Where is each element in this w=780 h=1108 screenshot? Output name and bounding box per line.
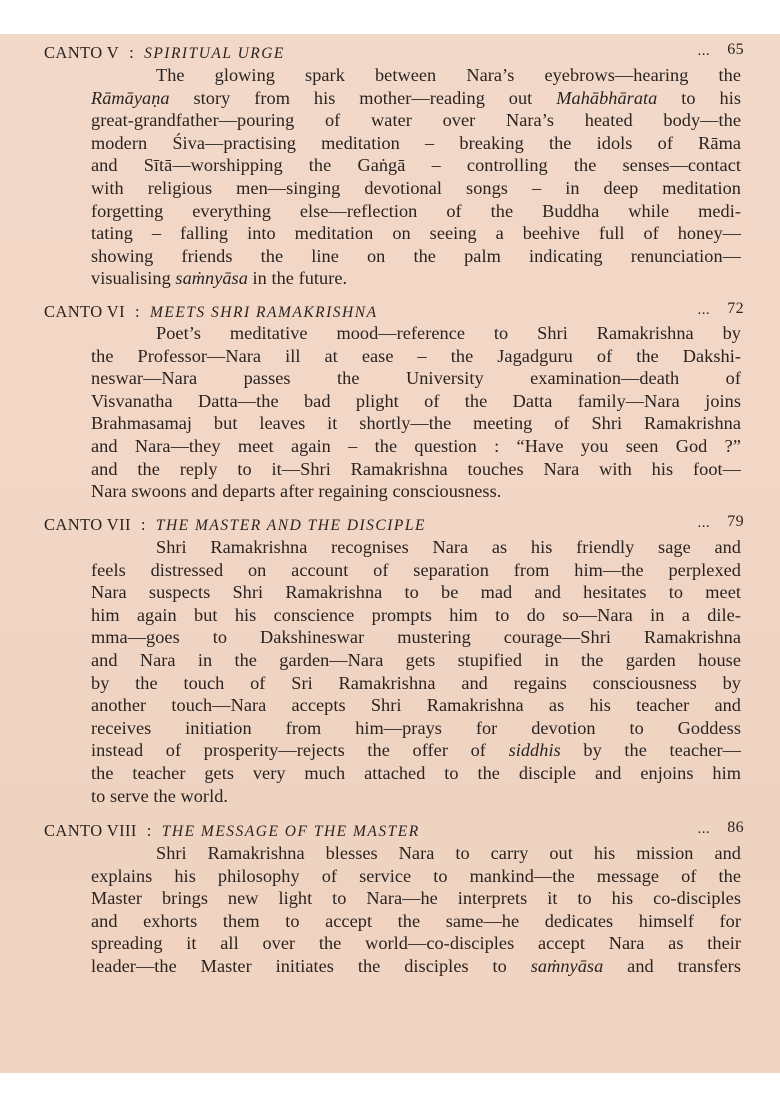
summary-line: to serve the world. bbox=[91, 785, 229, 806]
summary-line: another touch—Nara accepts Shri Ramakrishna as his teacher and bbox=[91, 695, 741, 716]
canto-title: MEETS SHRI RAMAKRISHNA bbox=[149, 304, 378, 321]
separator: : bbox=[134, 302, 140, 321]
canto-summary bbox=[91, 842, 741, 978]
summary-line: feels distressed on account of separation from him—the perplexed bbox=[91, 559, 741, 580]
dot-leader: ... bbox=[697, 515, 710, 531]
summary-line: The glowing spark between Nara’s eyebrows—hearing the bbox=[156, 65, 741, 85]
italic-term: saṁnyāsa bbox=[175, 268, 248, 289]
canto-summary bbox=[91, 322, 741, 503]
italic-term: Mahābhārata bbox=[556, 87, 658, 108]
summary-line: spreading it all over the world—co-disciples accept Nara as their bbox=[91, 933, 741, 954]
page-number: 72 bbox=[727, 300, 744, 317]
page-number: 86 bbox=[727, 819, 744, 836]
summary-line: Visvanatha Datta—the bad plight of the Datta family—Nara joins bbox=[91, 390, 741, 411]
summary-line: explains his philosophy of service to mankind—the message of the bbox=[91, 865, 741, 886]
summary-line: showing friends the line on the palm indicating renunciation— bbox=[91, 245, 741, 266]
separator: : bbox=[140, 515, 146, 534]
summary-line: Poet’s meditative mood—reference to Shri Ramakrishna by bbox=[156, 323, 741, 343]
summary-line: Brahmasamaj but leaves it shortly—the meeting of Shri Ramakrishna bbox=[91, 413, 741, 434]
summary-line: the Professor—Nara ill at ease – the Jagadguru of the Dakshi- bbox=[91, 345, 741, 366]
summary-line: and Nara—they meet again – the question : “Have you seen God ?” bbox=[91, 435, 741, 456]
summary-line: by the touch of Sri Ramakrishna and regains consciousness by bbox=[91, 672, 741, 693]
summary-line: and Sītā—worshipping the Gaṅgā – controlling the senses—contact bbox=[91, 155, 741, 176]
canto-summary bbox=[91, 536, 741, 807]
page-number: 79 bbox=[727, 513, 744, 530]
canto-number: CANTO VI bbox=[44, 302, 125, 321]
summary-line: Nara swoons and departs after regaining consciousness. bbox=[91, 481, 502, 502]
summary-line: the teacher gets very much attached to the disciple and enjoins him bbox=[91, 762, 741, 783]
canto-number: CANTO VIII bbox=[44, 821, 137, 840]
canto-summary bbox=[91, 64, 741, 290]
canto-title: THE MASTER AND THE DISCIPLE bbox=[155, 517, 426, 534]
summary-line: and exhorts them to accept the same—he dedicates himself for bbox=[91, 910, 741, 931]
italic-term: Rāmāyaṇa bbox=[91, 87, 170, 108]
book-page bbox=[0, 34, 780, 1073]
italic-term: siddhis bbox=[508, 740, 561, 761]
dot-leader: ... bbox=[697, 43, 710, 59]
summary-line: with religious men—singing devotional songs – in deep meditation bbox=[91, 177, 741, 198]
summary-line: Rāmāyaṇa story from his mother—reading out Mahābhārata to his bbox=[91, 87, 741, 108]
canto-number: CANTO V bbox=[44, 43, 120, 62]
summary-line: great-grandfather—pouring of water over Nara’s heated body—the bbox=[91, 110, 741, 131]
summary-line: him again but his conscience prompts him to do so—Nara in a dile- bbox=[91, 604, 741, 625]
summary-line: leader—the Master initiates the disciples to saṁnyāsa and transfers bbox=[91, 955, 741, 976]
summary-line: Master brings new light to Nara—he interprets it to his co-disciples bbox=[91, 888, 741, 909]
summary-line: and the reply to it—Shri Ramakrishna touches Nara with his foot— bbox=[91, 458, 741, 479]
dot-leader: ... bbox=[697, 821, 710, 837]
summary-line: mma—goes to Dakshineswar mustering courage—Shri Ramakrishna bbox=[91, 627, 741, 648]
dot-leader: ... bbox=[697, 302, 710, 318]
summary-line: Shri Ramakrishna recognises Nara as his friendly sage and bbox=[156, 537, 741, 557]
canto-title: THE MESSAGE OF THE MASTER bbox=[161, 823, 420, 840]
summary-line: Nara suspects Shri Ramakrishna to be mad and hesitates to meet bbox=[91, 582, 741, 603]
canto-title: SPIRITUAL URGE bbox=[144, 45, 285, 62]
summary-line: modern Śiva—practising meditation – breaking the idols of Rāma bbox=[91, 132, 741, 153]
summary-line: forgetting everything else—reflection of the Buddha while medi- bbox=[91, 200, 741, 221]
canto-number: CANTO VII bbox=[44, 515, 131, 534]
summary-line: receives initiation from him—prays for devotion to Goddess bbox=[91, 717, 741, 738]
summary-line: tating – falling into meditation on seeing a beehive full of honey— bbox=[91, 223, 741, 244]
summary-line: instead of prosperity—rejects the offer of siddhis by the teacher— bbox=[91, 740, 741, 761]
page-number: 65 bbox=[727, 41, 744, 58]
italic-term: saṁnyāsa bbox=[530, 955, 604, 976]
separator: : bbox=[146, 821, 152, 840]
separator: : bbox=[129, 43, 135, 62]
summary-line: neswar—Nara passes the University examination—death of bbox=[91, 368, 741, 389]
summary-line: Shri Ramakrishna blesses Nara to carry out his mission and bbox=[156, 843, 741, 863]
summary-line: and Nara in the garden—Nara gets stupified in the garden house bbox=[91, 649, 741, 670]
summary-line: visualising saṁnyāsa in the future. bbox=[91, 268, 348, 289]
